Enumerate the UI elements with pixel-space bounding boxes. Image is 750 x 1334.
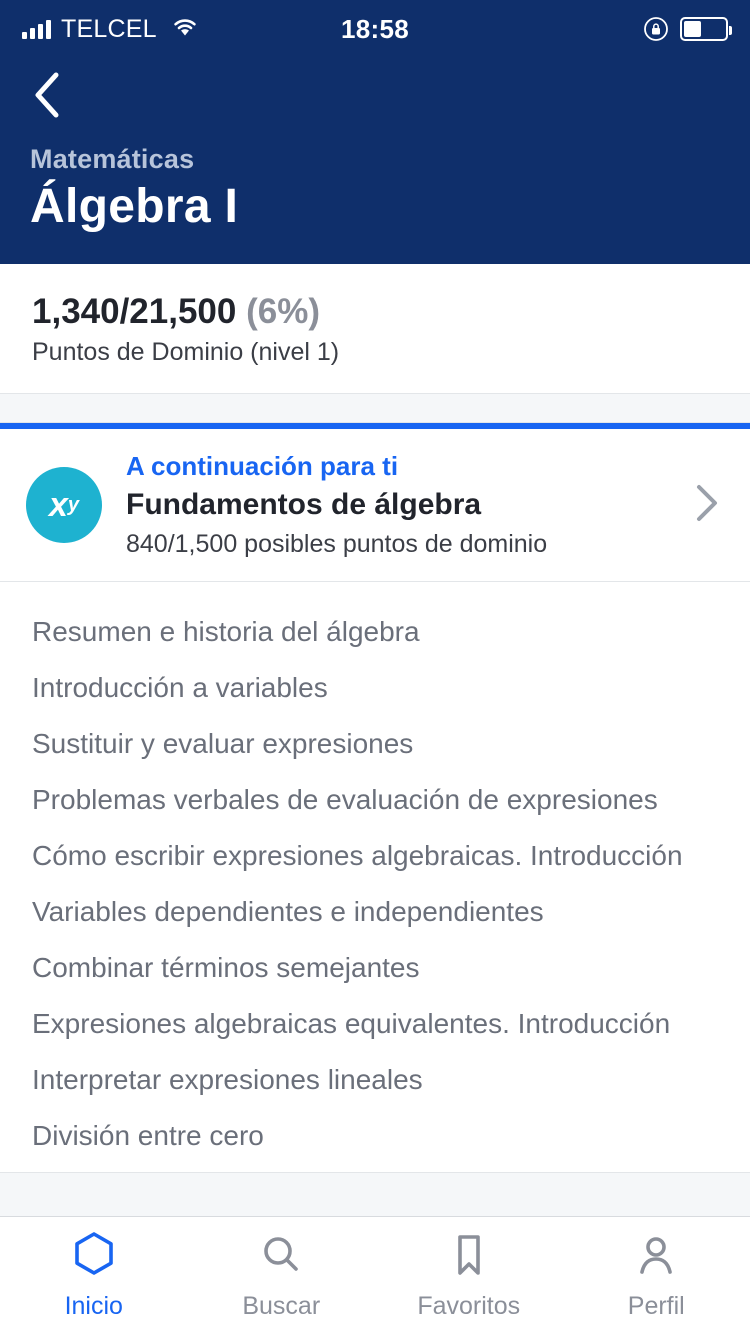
mastery-label: Puntos de Dominio (nivel 1) (32, 338, 340, 366)
tab-label: Inicio (64, 1291, 123, 1320)
section-divider (0, 393, 750, 423)
cellular-signal-icon (22, 19, 51, 39)
next-up-meta: 840/1,500 posibles puntos de dominio (126, 530, 548, 558)
tab-label: Favoritos (417, 1291, 521, 1320)
list-item[interactable]: Cómo escribir expresiones algebraicas. Introducción (32, 840, 683, 871)
bottom-divider (0, 1172, 750, 1216)
page-title: Álgebra I (30, 180, 239, 233)
tab-label: Perfil (627, 1291, 685, 1320)
mastery-percent: (6%) (246, 292, 321, 331)
list-item[interactable]: Introducción a variables (32, 672, 328, 703)
mastery-points-row (32, 292, 718, 332)
tab-buscar[interactable] (188, 1217, 376, 1334)
next-up-eyebrow: A continuación para ti (126, 451, 399, 481)
carrier-label: TELCEL (61, 14, 157, 43)
status-bar-clock: 18:58 (341, 13, 409, 44)
next-up-chevron[interactable] (694, 483, 730, 528)
bookmark-icon (447, 1231, 491, 1284)
chevron-right-icon (694, 483, 720, 523)
next-up-card[interactable] (0, 429, 750, 582)
tab-favoritos[interactable] (375, 1217, 563, 1334)
list-item[interactable]: División entre cero (32, 1120, 264, 1151)
chevron-left-icon (30, 71, 64, 119)
status-bar (0, 0, 750, 58)
mastery-summary (0, 264, 750, 393)
list-item[interactable]: Expresiones algebraicas equivalentes. Introducción (32, 1008, 671, 1039)
tab-perfil[interactable] (563, 1217, 750, 1334)
list-item[interactable]: Sustituir y evaluar expresiones (32, 728, 414, 759)
next-up-title: Fundamentos de álgebra (126, 488, 482, 521)
search-icon (259, 1231, 303, 1284)
battery-icon (680, 17, 728, 41)
badge-exponent: y (67, 493, 80, 516)
list-item[interactable]: Combinar términos semejantes (32, 952, 420, 983)
rotation-lock-icon (644, 17, 668, 41)
lesson-list (0, 582, 750, 1172)
status-bar-left (22, 15, 199, 44)
list-item[interactable]: Interpretar expresiones lineales (32, 1064, 423, 1095)
bottom-tab-bar (0, 1216, 750, 1334)
wifi-icon (171, 16, 199, 43)
next-up-text (126, 451, 694, 559)
home-hexagon-icon (72, 1231, 116, 1284)
mastery-points-value: 1,340/21,500 (32, 292, 237, 331)
algebra-badge-icon (26, 467, 102, 543)
badge-base: x (48, 485, 68, 524)
back-button[interactable] (30, 70, 80, 120)
subject-label: Matemáticas (30, 144, 195, 174)
tab-inicio[interactable] (0, 1217, 188, 1334)
page-header (0, 58, 750, 264)
person-icon (634, 1231, 678, 1284)
list-item[interactable]: Resumen e historia del álgebra (32, 616, 420, 647)
tab-label: Buscar (242, 1291, 321, 1320)
status-bar-right (644, 17, 728, 41)
list-item[interactable]: Variables dependientes e independientes (32, 896, 544, 927)
list-item[interactable]: Problemas verbales de evaluación de expresiones (32, 784, 658, 815)
